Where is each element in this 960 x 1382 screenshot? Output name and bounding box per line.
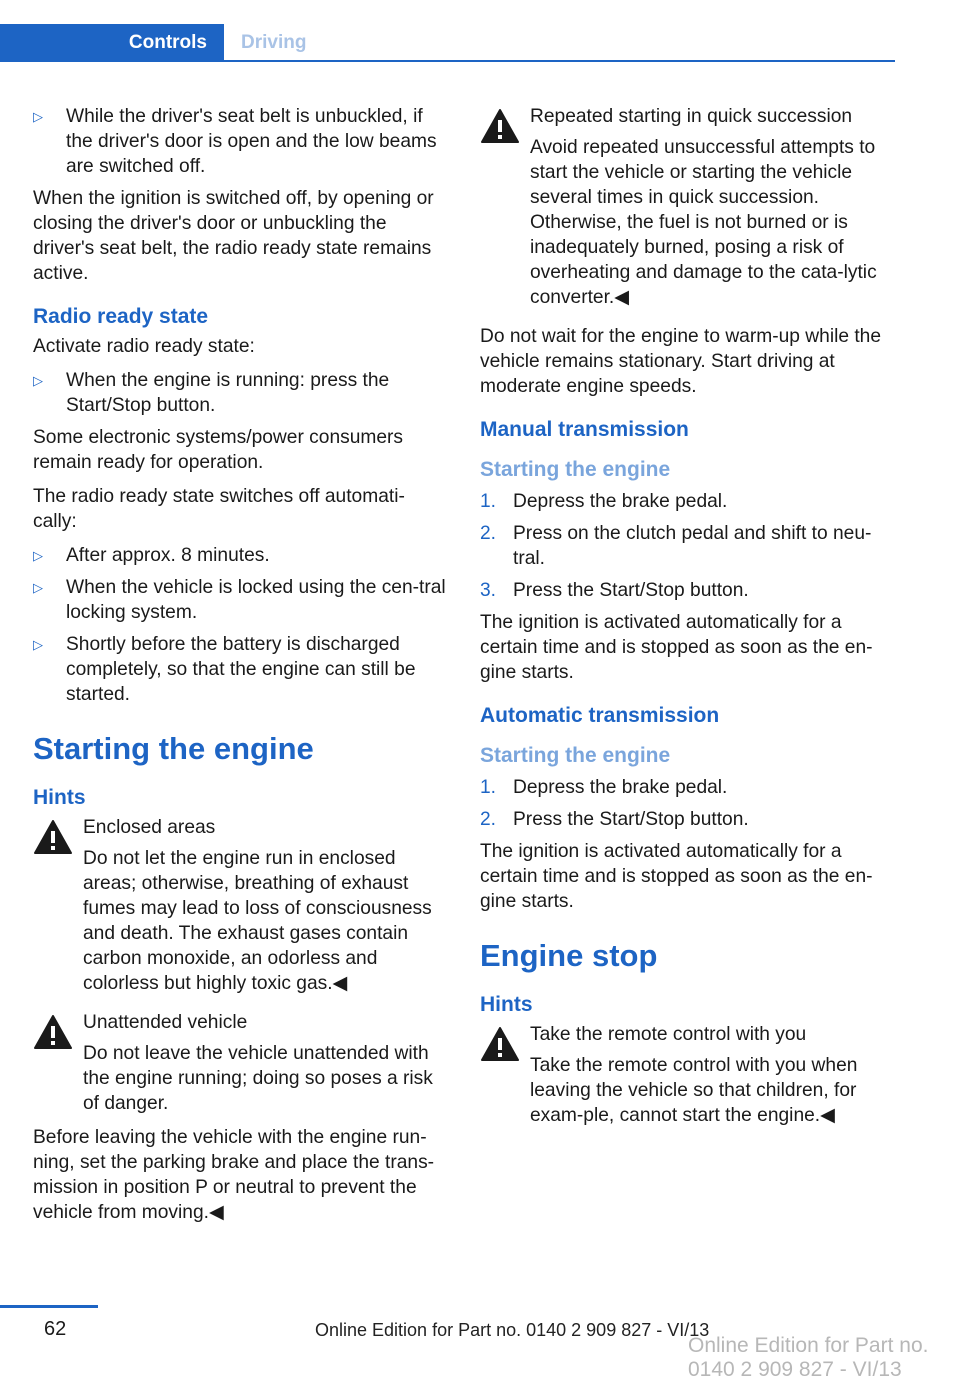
list-item: 1. Depress the brake pedal. (480, 491, 728, 512)
bullet-marker: ▷ (33, 548, 43, 563)
bullet-marker: ▷ (33, 637, 43, 652)
list-item: ▷ After approx. 8 minutes. (33, 545, 270, 566)
list-item: ▷ When the vehicle is locked using the cen‐tral locking system. (33, 577, 446, 623)
paragraph: The ignition is activated automatically for a certain time and is stopped as soon as the en‐gine starts. (480, 612, 873, 683)
list-item: ▷ Shortly before the battery is discharged completely, so that the engine can still be started. (33, 634, 416, 705)
section-heading: Manual transmission (480, 418, 689, 441)
subsection-heading: Starting the engine (480, 458, 671, 481)
warning-title: Take the remote control with you (530, 1024, 807, 1045)
list-item: 3. Press the Start/Stop button. (480, 580, 749, 601)
paragraph: The radio ready state switches off automati‐cally: (33, 486, 405, 532)
warning-title: Unattended vehicle (83, 1012, 248, 1033)
list-item: 2. Press on the clutch pedal and shift to neu‐tral. (480, 523, 872, 569)
warning-title: Repeated starting in quick succession (530, 106, 853, 127)
paragraph: The ignition is activated automatically for a certain time and is stopped as soon as the en‐gine starts. (480, 841, 873, 912)
list-item: ▷ While the driver's seat belt is unbuckled, if the driver's door is open and the low beams are switched off. (33, 106, 437, 177)
header-rule (0, 60, 895, 62)
paragraph: Activate radio ready state: (33, 336, 255, 357)
edition-note: Online Edition for Part no. 0140 2 909 827 - VI/13 (315, 1320, 710, 1340)
warning-box (480, 104, 894, 310)
warning-text: Take the remote control with you when leaving the vehicle so that children, for exam‐ple, cannot start the engine.◀ (530, 1055, 858, 1126)
section-heading: Automatic transmission (480, 704, 720, 727)
warning-triangle-icon (480, 1026, 520, 1062)
paragraph: Before leaving the vehicle with the engine run‐ning, set the parking brake and place the trans‐mission in position P or neutral to prevent the vehicle from moving.◀ (33, 1127, 435, 1223)
step-number: 2. (480, 523, 497, 544)
subsection-heading: Starting the engine (480, 744, 671, 767)
warning-title: Enclosed areas (83, 817, 216, 838)
chapter-heading: Engine stop (480, 938, 658, 973)
warning-box (480, 1022, 894, 1128)
list-item: ▷ When the engine is running: press the Start/Stop button. (33, 370, 390, 416)
page-number: 62 (44, 1318, 67, 1340)
step-number: 3. (480, 580, 497, 601)
right-column (480, 104, 894, 1137)
paragraph: When the ignition is switched off, by opening or closing the driver's door or unbuckling the driver's seat belt, the radio ready state remains active. (33, 188, 434, 284)
section-heading: Hints (480, 993, 533, 1016)
watermark: Online Edition for Part no. 0140 2 909 827 - VI/13 (688, 1334, 929, 1381)
step-number: 1. (480, 777, 497, 798)
tab-controls[interactable]: Controls (0, 24, 224, 62)
bullet-marker: ▷ (33, 373, 43, 388)
paragraph: Do not wait for the engine to warm-up while the vehicle remains stationary. Start driving at moderate engine speeds. (480, 326, 882, 397)
warning-text: Avoid repeated unsuccessful attempts to start the vehicle or starting the vehicle several times in quick succession. Otherwise, the fuel is not burned or is inadequately burned, posing a risk of overheating and damage to the cata‐lytic converter.◀ (530, 137, 877, 308)
list-item: 1. Depress the brake pedal. (480, 777, 728, 798)
step-number: 1. (480, 491, 497, 512)
warning-text: Do not let the engine run in enclosed areas; otherwise, breathing of exhaust fumes may lead to loss of consciousness and death. The exhaust gases contain carbon monoxide, an odorless and colorless but highly toxic gas.◀ (83, 848, 432, 994)
tab-driving[interactable]: Driving (241, 32, 307, 53)
header-tabs (0, 24, 895, 62)
warning-triangle-icon (33, 819, 73, 855)
warning-text: Do not leave the vehicle unattended with the engine running; doing so poses a risk of danger. (83, 1043, 433, 1114)
warning-triangle-icon (33, 1014, 73, 1050)
warning-box (33, 1010, 447, 1116)
footer-rule (0, 1305, 98, 1308)
step-number: 2. (480, 809, 497, 830)
bullet-marker: ▷ (33, 580, 43, 595)
list-item: 2. Press the Start/Stop button. (480, 809, 749, 830)
warning-triangle-icon (480, 108, 520, 144)
section-heading: Radio ready state (33, 305, 209, 328)
paragraph: Some electronic systems/power consumers remain ready for operation. (33, 427, 404, 473)
warning-box (33, 815, 447, 996)
bullet-marker: ▷ (33, 109, 43, 124)
left-column (33, 104, 447, 1234)
section-heading: Hints (33, 786, 86, 809)
chapter-heading: Starting the engine (33, 731, 314, 766)
